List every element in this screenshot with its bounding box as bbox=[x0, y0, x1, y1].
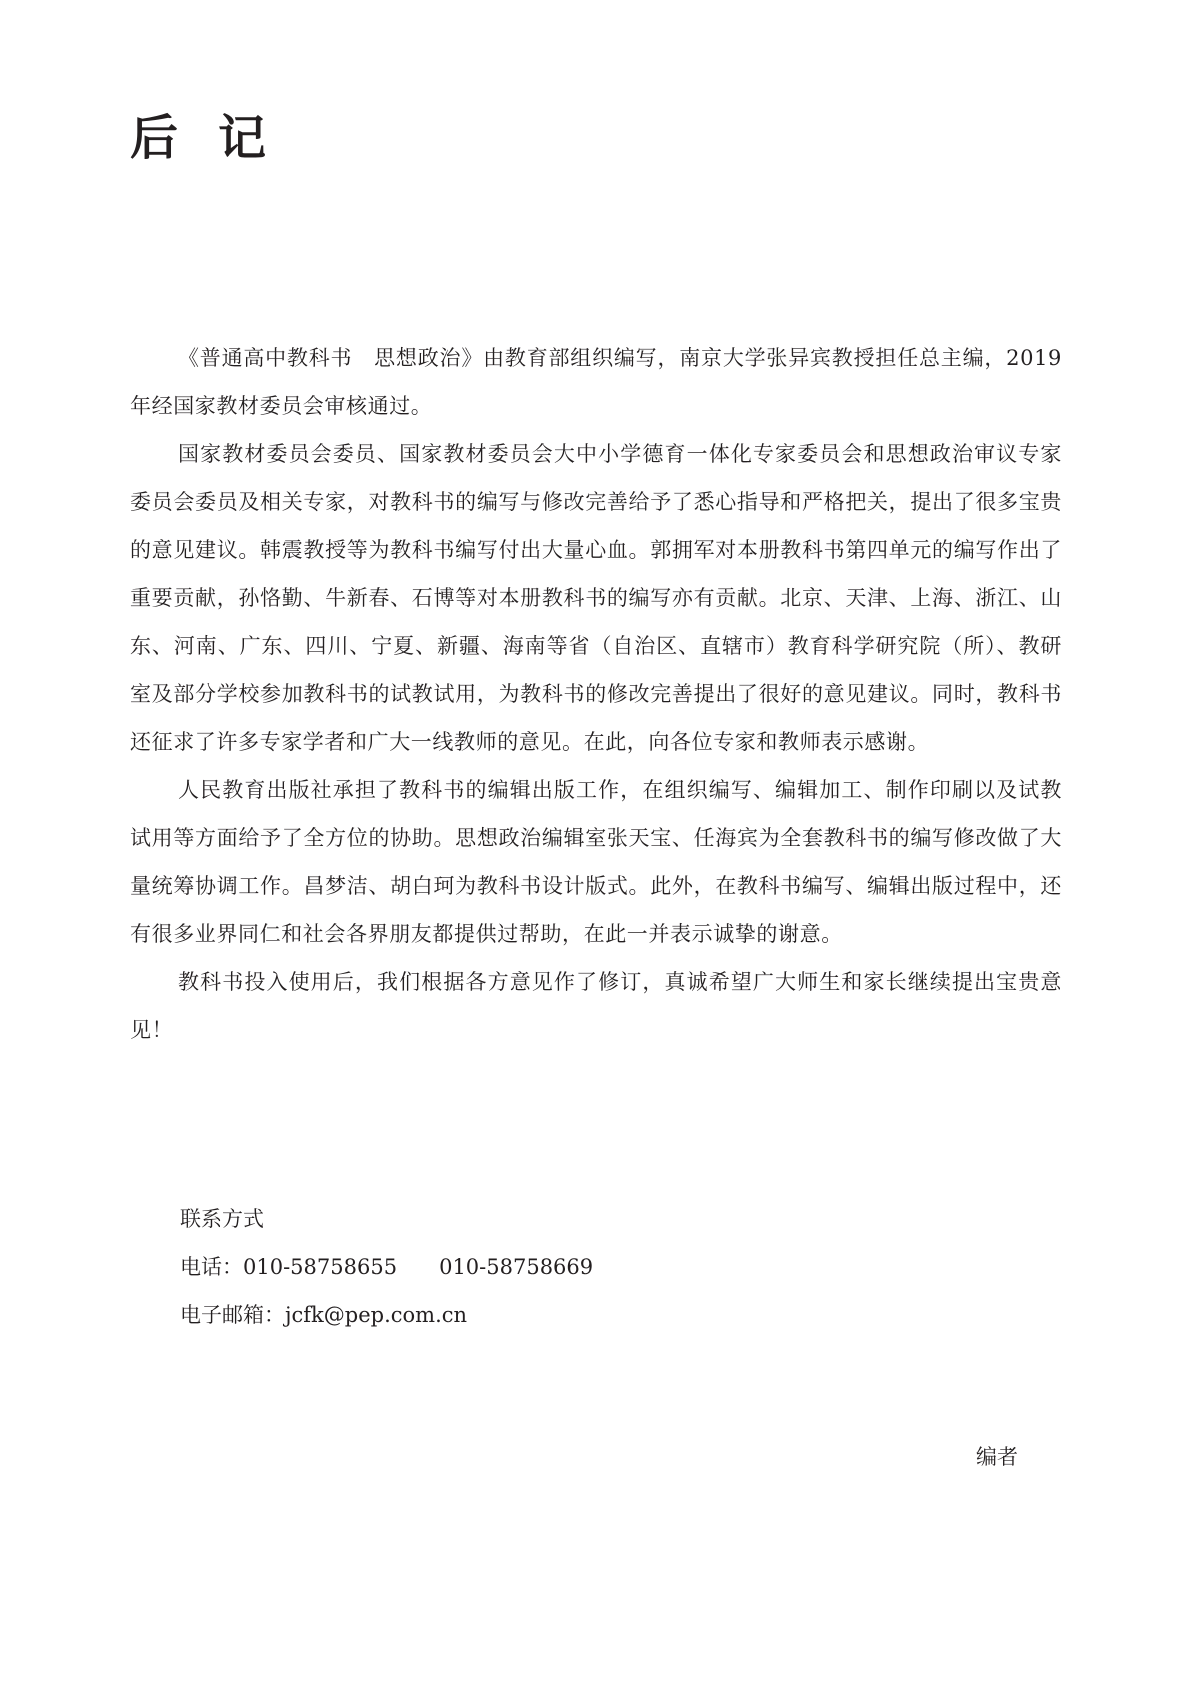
signature: 编者 bbox=[976, 1445, 1018, 1469]
contact-email-line bbox=[180, 1291, 593, 1339]
contact-heading: 联系方式 bbox=[180, 1207, 264, 1231]
phone-number-1: 010-58758655 bbox=[243, 1255, 398, 1279]
page-title: 后记 bbox=[130, 110, 307, 166]
email-label: 电子邮箱： bbox=[180, 1303, 285, 1327]
paragraph-feedback-request: 教科书投入使用后，我们根据各方意见作了修订，真诚希望广大师生和家长继续提出宝贵意见！ bbox=[130, 970, 1062, 1042]
paragraph-acknowledgements-experts: 国家教材委员会委员、国家教材委员会大中小学德育一体化专家委员会和思想政治审议专家委员会委员及相关专家，对教科书的编写与修改完善给予了悉心指导和严格把关，提出了很多宝贵的意见建议。韩震教授等为教科书编写付出大量心血。郭拥军对本册教科书第四单元的编写作出了重要贡献，孙恪勤、牛新春、石博等对本册教科书的编写亦有贡献。北京、天津、上海、浙江、山东、河南、广东、四川、宁夏、新疆、海南等省（自治区、直辖市）教育科学研究院（所）、教研室及部分学校参加教科书的试教试用，为教科书的修改完善提出了很好的意见建议。同时，教科书还征求了许多专家学者和广大一线教师的意见。在此，向各位专家和教师表示感谢。 bbox=[130, 442, 1062, 754]
afterword-body bbox=[130, 334, 1062, 1054]
phone-label: 电话： bbox=[180, 1255, 243, 1279]
paragraph-acknowledgements-publisher: 人民教育出版社承担了教科书的编辑出版工作，在组织编写、编辑加工、制作印刷以及试教试用等方面给予了全方位的协助。思想政治编辑室张天宝、任海宾为全套教科书的编写修改做了大量统筹协调工作。昌梦洁、胡白珂为教科书设计版式。此外，在教科书编写、编辑出版过程中，还有很多业界同仁和社会各界朋友都提供过帮助，在此一并表示诚挚的谢意。 bbox=[130, 778, 1062, 946]
email-address: jcfk@pep.com.cn bbox=[285, 1303, 468, 1327]
contact-block bbox=[180, 1195, 593, 1339]
contact-phone-line bbox=[180, 1243, 593, 1291]
paragraph-intro: 《普通高中教科书 思想政治》由教育部组织编写，南京大学张异宾教授担任总主编，2019年经国家教材委员会审核通过。 bbox=[130, 346, 1062, 418]
phone-number-2: 010-58758669 bbox=[439, 1255, 594, 1279]
